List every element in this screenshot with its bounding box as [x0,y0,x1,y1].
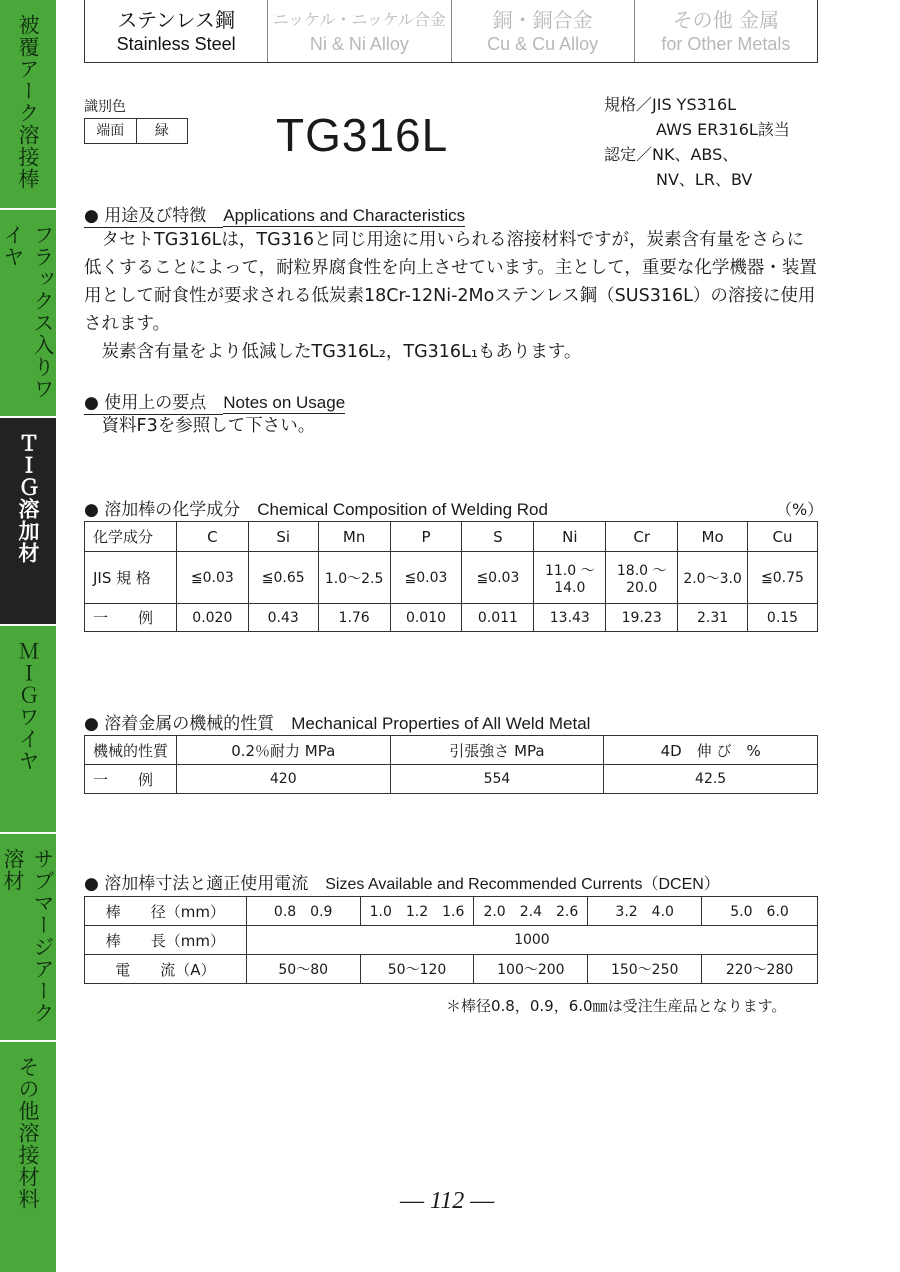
applications-heading: ● 用途及び特徴 Applications and Characteristics [84,206,466,226]
sidebar-item-flux-cored-wire[interactable]: フラックス入りワイヤ [0,210,56,418]
chemical-example-row: 一 例 0.020 0.43 1.76 0.010 0.011 13.43 19.23 2.31 0.15 [85,604,818,632]
sizes-current-row: 電 流（A） 50～80 50～120 100～200 150～250 220～280 [85,955,818,984]
applications-paragraph-1: タセトTG316Lは，TG316と同じ用途に用いられる溶接材料ですが，炭素含有量をさらに低くすることによって，耐粒界腐食性を向上させています。主として，重要な化学機器・装置用として耐食性が要求される低炭素18Cr-12Ni-2Moステンレス鋼（SUS316L）の溶接に使用されます。 [84,230,817,334]
page-number: ― 112 ― [400,1188,495,1214]
sizes-diameter-row: 棒 径（mm） 0.8 0.9 1.0 1.2 1.6 2.0 2.4 2.6 3.2 4.0 5.0 6.0 [85,897,818,926]
chemical-jis-row: JIS 規 格 ≦0.03 ≦0.65 1.0～2.5 ≦0.03 ≦0.03 11.0 ～14.0 18.0 ～20.0 2.0～3.0 ≦0.75 [85,552,818,604]
product-title: TG316L [276,109,449,161]
tab-nickel-alloy[interactable]: ニッケル・ニッケル合金 Ni & Ni Alloy [268,0,451,62]
sizes-table [84,896,818,984]
sidebar-item-submerged-arc[interactable]: サブマージアーク溶材 [0,834,56,1042]
spec-jis: 規格／JIS YS316L [604,95,737,114]
chemical-heading: ● 溶加棒の化学成分 Chemical Composition of Welding Rod [84,500,548,520]
chemical-header-row: 化学成分 C Si Mn P S Ni Cr Mo Cu [85,522,818,552]
id-position: 端面 [85,119,137,143]
usage-heading: ● 使用上の要点 Notes on Usage [84,393,346,413]
id-color: 緑 [154,123,169,139]
sidebar-item-covered-electrode[interactable]: 被覆アーク溶接棒 [0,0,56,210]
spec-approval: 認定／NK、ABS、 [604,145,739,164]
id-color-box [84,118,188,144]
applications-text [84,226,820,366]
mechanical-heading: ● 溶着金属の機械的性質 Mechanical Properties of All Weld Metal [84,714,591,734]
mechanical-table [84,735,818,794]
sidebar-item-tig-filler[interactable]: ＴＩＧ溶加材 [0,418,56,626]
usage-text: 資料F3を参照して下さい。 [84,416,316,436]
spec-aws: AWS ER316L該当 [656,120,790,139]
category-tabs [84,0,818,63]
tab-other-metals[interactable]: その他 金属 for Other Metals [661,8,791,54]
applications-paragraph-2: 炭素含有量をより低減したTG316L₂，TG316L₁もあります。 [84,342,582,362]
sizes-length-row: 棒 長（mm） 1000 [85,926,818,955]
tab-stainless-steel[interactable]: ステンレス鋼 Stainless Steel [85,0,268,62]
sidebar-item-other-materials[interactable]: その他溶接材料 [16,1056,40,1210]
sidebar-item-mig-wire[interactable]: ＭＩＧワイヤ [0,626,56,834]
chemical-unit: （%） [776,500,824,519]
chemical-table [84,521,818,632]
mechanical-header-row: 機械的性質 0.2％耐力 MPa 引張強さ MPa 4D 伸 び % [85,736,818,765]
sizes-note: ＊棒径0.8，0.9，6.0㎜は受注生産品となります。 [446,997,787,1015]
id-color-label: 識別色 [84,99,126,115]
sidebar [0,0,56,1272]
sizes-heading: ● 溶加棒寸法と適正使用電流 Sizes Available and Recommended Currents（DCEN） [84,874,720,894]
spec-block [604,92,790,192]
tab-copper-alloy[interactable]: 銅・銅合金 Cu & Cu Alloy [452,0,635,62]
spec-approval-cont: NV、LR、BV [656,170,753,189]
mechanical-example-row: 一 例 420 554 42.5 [85,765,818,794]
